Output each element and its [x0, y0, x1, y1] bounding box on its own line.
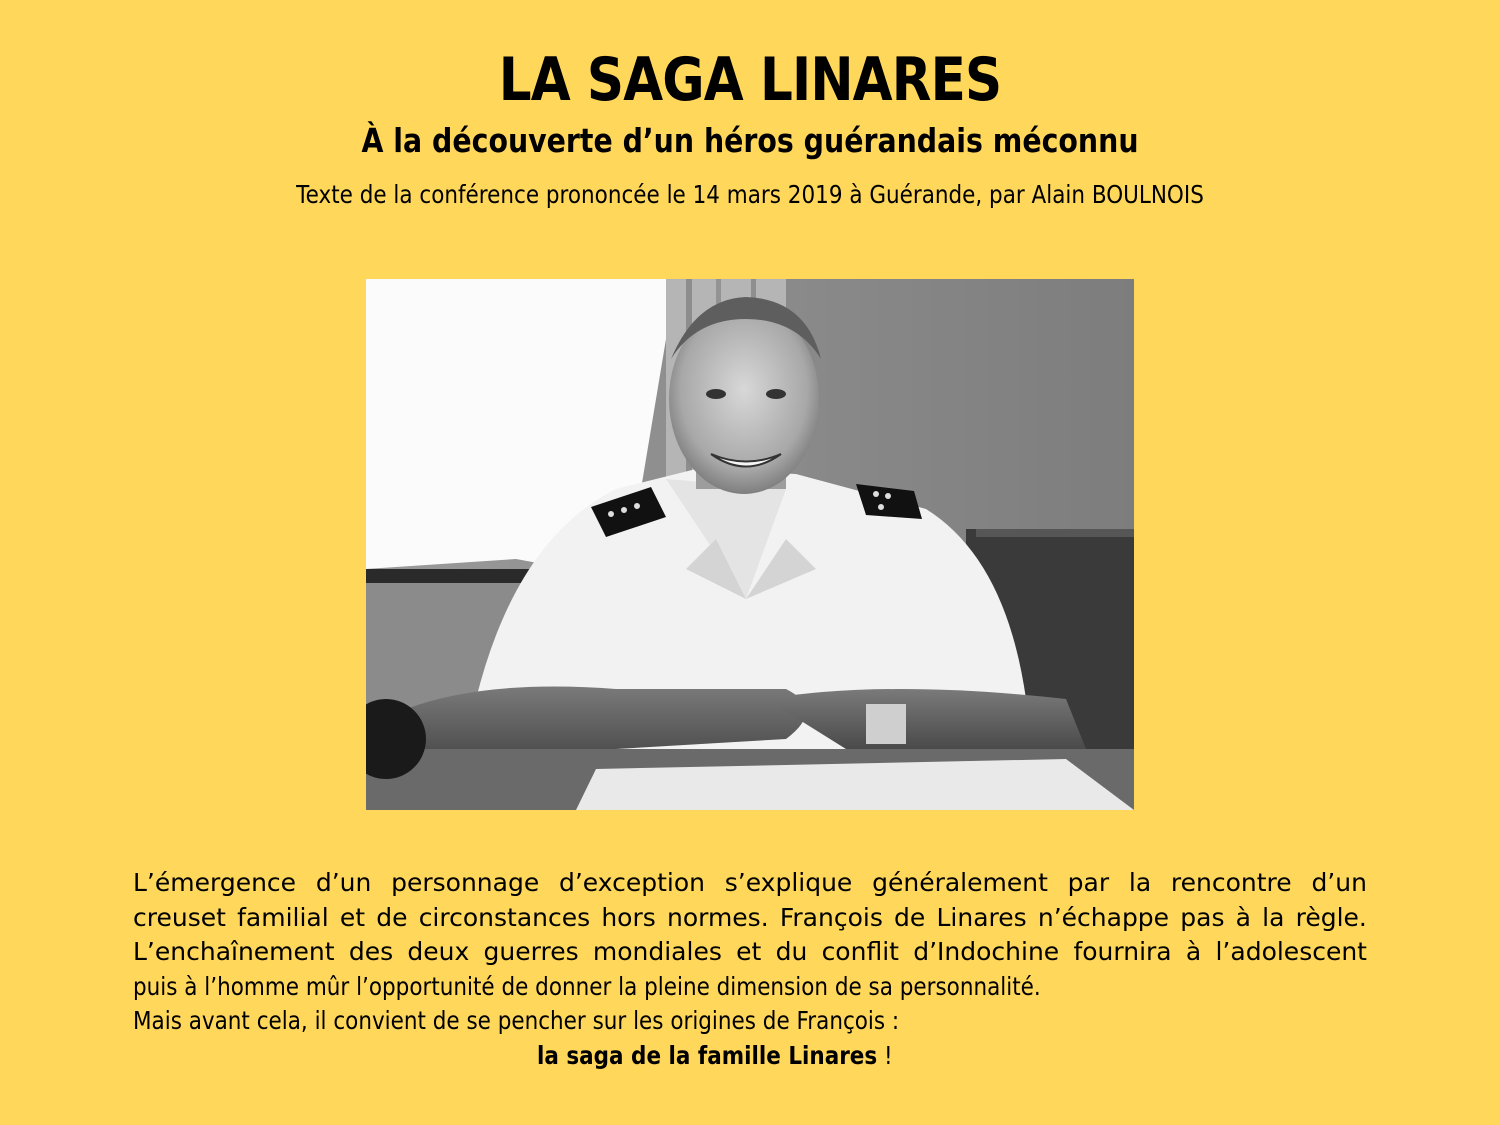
word: n’échappe: [1037, 902, 1170, 932]
word: de: [376, 902, 408, 932]
word: d’exception: [558, 868, 705, 897]
word: mondiales: [592, 937, 722, 966]
word: l’adolescent: [1215, 937, 1367, 966]
word: creuset: [133, 902, 226, 932]
intro-paragraph: [133, 866, 1367, 1073]
word: par: [1067, 868, 1110, 897]
word: personnage: [391, 868, 540, 897]
portrait-photo-icon: [366, 279, 1134, 810]
word: règle.: [1295, 902, 1367, 932]
word: rencontre: [1170, 868, 1292, 897]
word: la: [1128, 868, 1152, 897]
page-subtitle: À la découverte d’un héros guérandais méconnu: [361, 121, 1139, 160]
word: et: [339, 902, 366, 932]
word: deux: [407, 937, 470, 966]
word: hors: [601, 902, 656, 932]
paragraph-line-1: [133, 866, 1367, 901]
word: d’un: [1311, 868, 1367, 897]
word: L’émergence: [133, 868, 297, 897]
word: s’explique: [724, 868, 853, 897]
word: familial: [237, 902, 329, 932]
word: des: [348, 937, 394, 966]
word: pas: [1180, 902, 1225, 932]
closing-line: [133, 1039, 1367, 1074]
word: normes.: [666, 902, 769, 932]
line-text: Mais avant cela, il convient de se pencher sur les origines de François :: [133, 1006, 900, 1035]
word: L’enchaînement: [133, 937, 335, 966]
word: à: [1235, 902, 1251, 932]
word: du: [775, 937, 808, 966]
word: généralement: [872, 868, 1048, 897]
word: guerres: [483, 937, 579, 966]
word: à: [1185, 937, 1202, 966]
word: circonstances: [418, 902, 591, 932]
word: de: [894, 902, 926, 932]
word: fournira: [1073, 937, 1172, 966]
paragraph-line-3: [133, 935, 1367, 970]
page-title: LA SAGA LINARES: [498, 45, 1002, 115]
paragraph-line-4: [133, 970, 1367, 1005]
closing-emphasis: la saga de la famille Linares: [537, 1040, 878, 1070]
paragraph-line-2: [133, 901, 1367, 936]
word: Linares: [936, 902, 1027, 932]
word: conflit: [821, 937, 899, 966]
portrait-photo: [366, 279, 1134, 810]
word: d’un: [315, 868, 372, 897]
line-text: puis à l’homme mûr l’opportunité de donner la pleine dimension de sa personnalité.: [133, 971, 1041, 1001]
word: et: [736, 937, 762, 966]
word: la: [1262, 902, 1285, 932]
word: d’Indochine: [913, 937, 1060, 966]
closing-tail: !: [877, 1040, 893, 1070]
paragraph-line-5: [133, 1004, 1367, 1039]
word: François: [779, 902, 883, 932]
byline: Texte de la conférence prononcée le 14 mars 2019 à Guérande, par Alain BOULNOIS: [296, 180, 1204, 209]
